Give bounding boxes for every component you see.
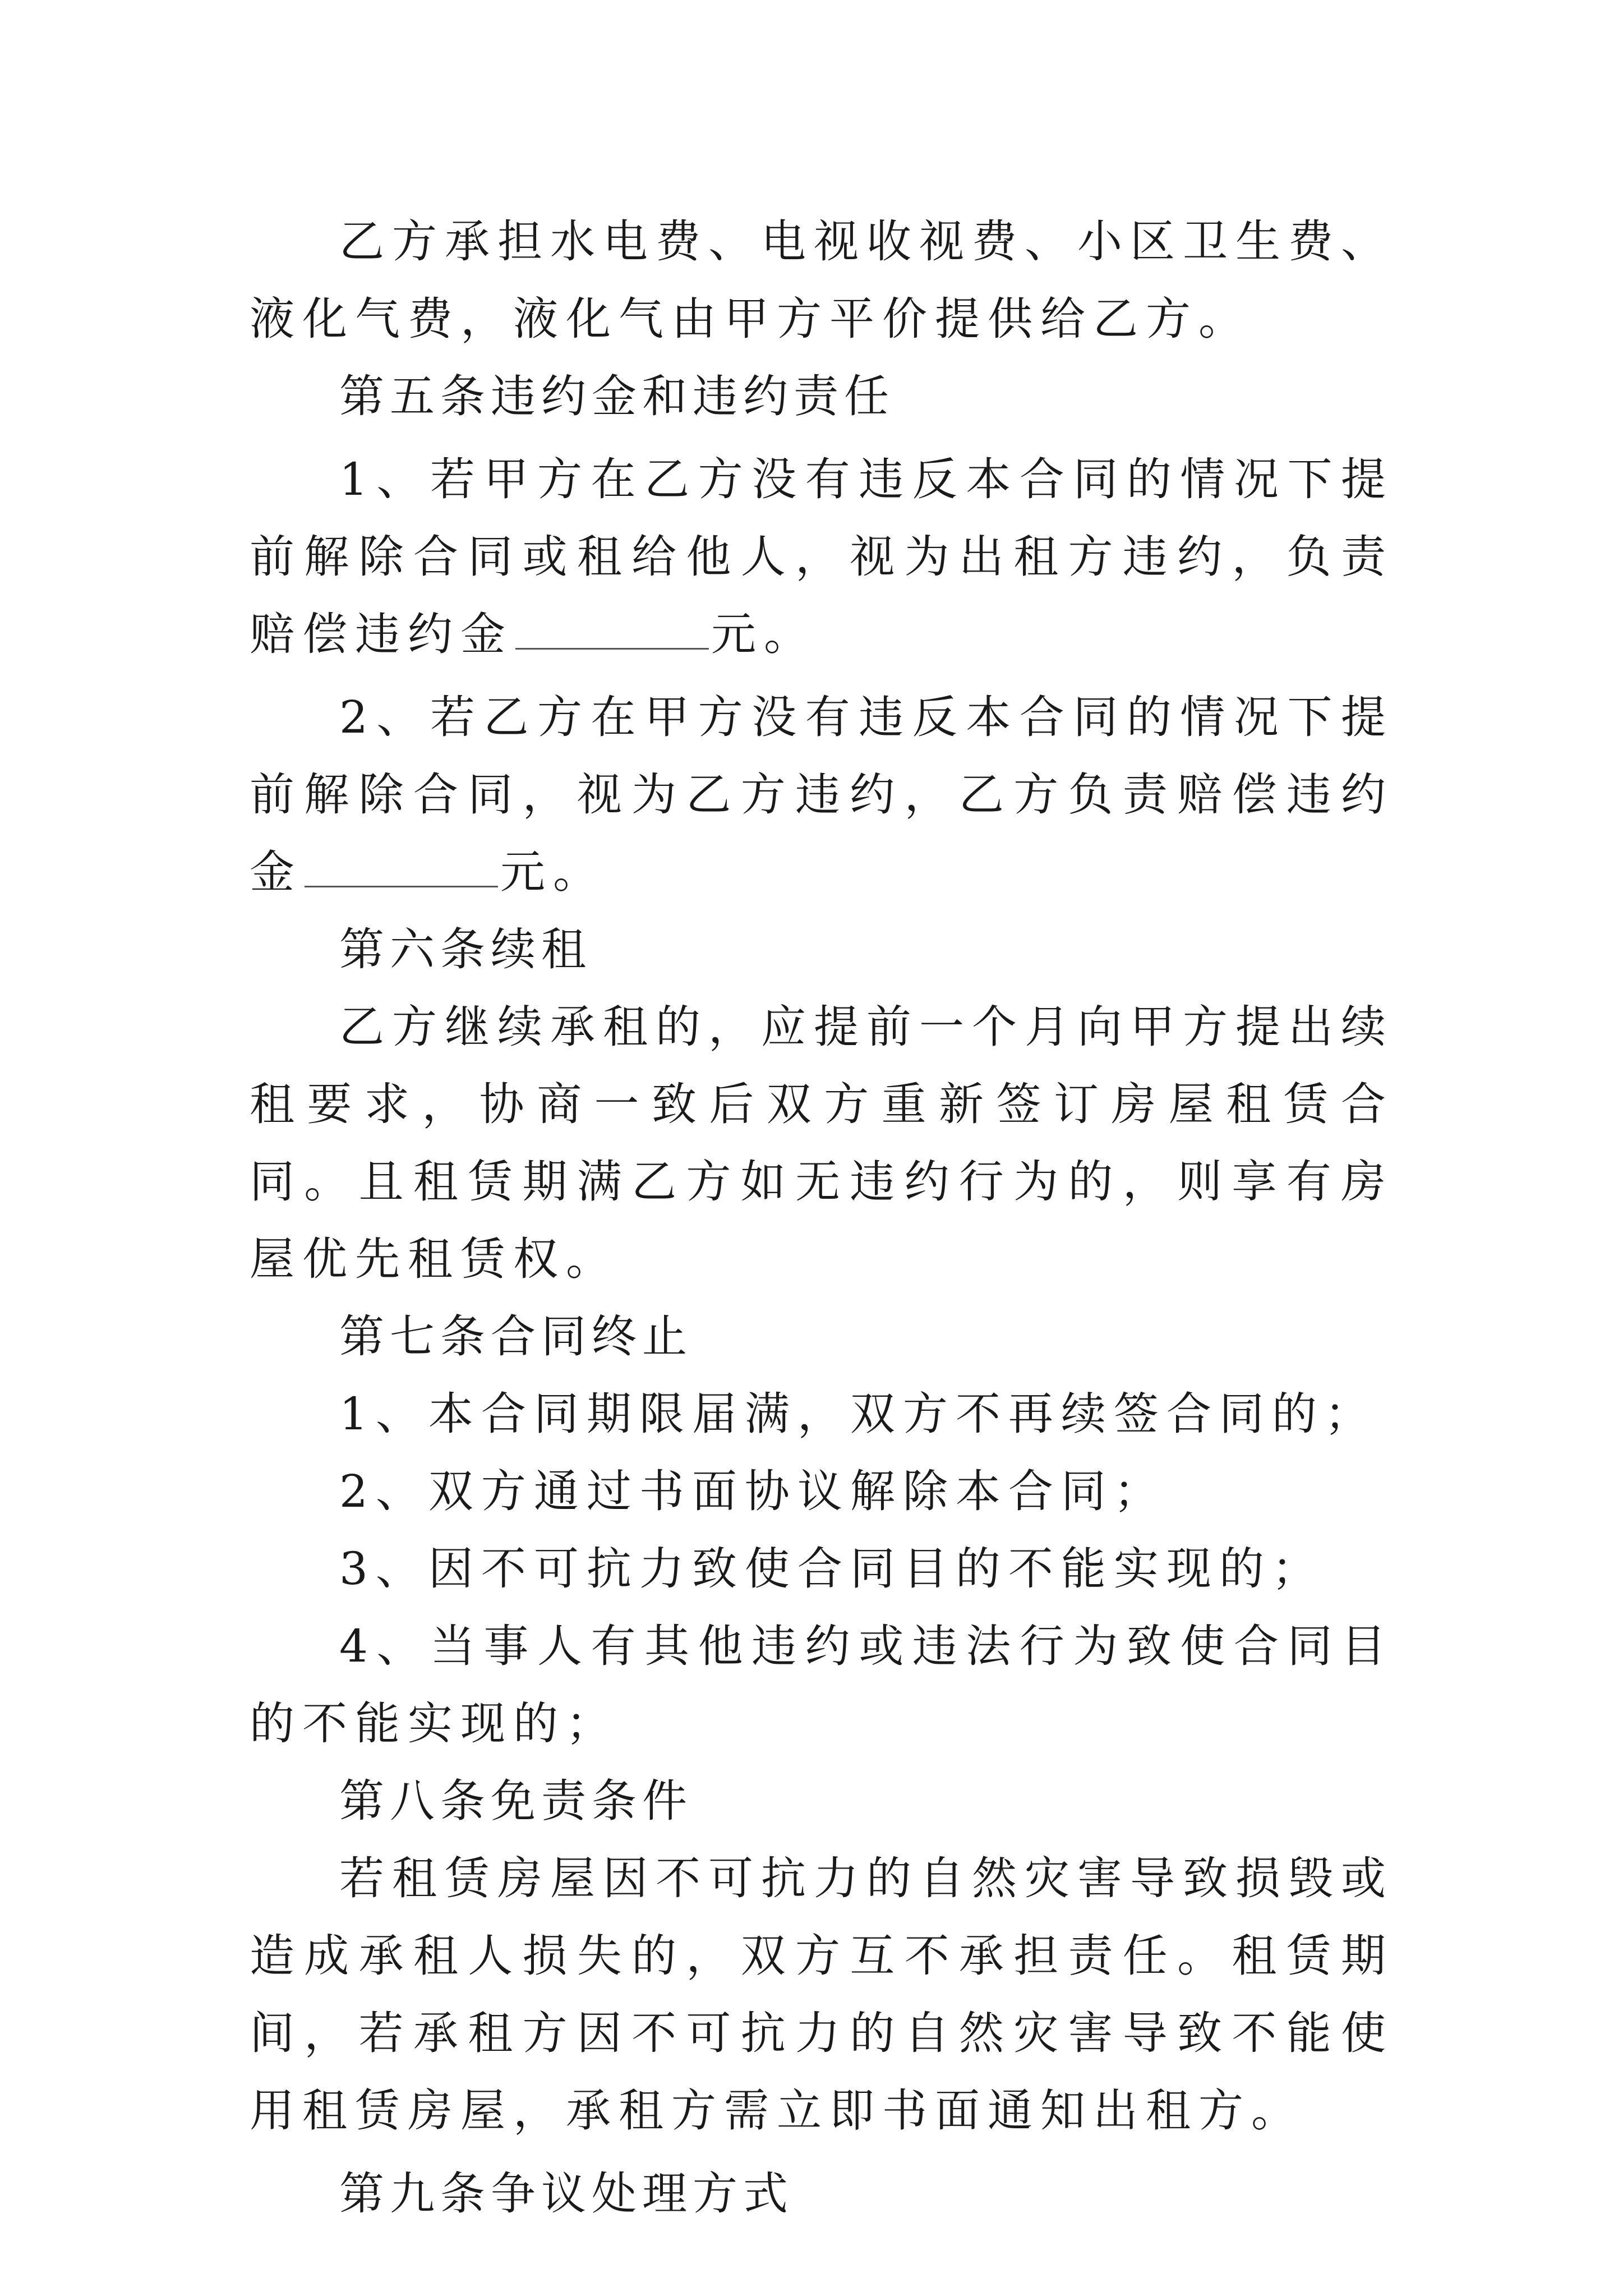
heading-article-9: 第九条争议处理方式 (339, 2168, 794, 2220)
list-item-termination-3: 3、因不可抗力致使合同目的不能实现的； (339, 1543, 1325, 1595)
list-item-termination-4: 4、当事人有其他违约或违法行为致使合同目的不能实现的； (250, 1620, 1394, 1750)
item-text: 1、若甲方在乙方没有违反本合同的情况下提前解除合同或租给他人，视为出租方违约，负责赔偿违约金 (250, 453, 1394, 660)
list-item-termination-1: 1、本合同期限届满，双方不再续签合同的； (339, 1388, 1377, 1440)
paragraph-utilities: 乙方承担水电费、电视收视费、小区卫生费、液化气费，液化气由甲方平价提供给乙方。 (250, 215, 1394, 345)
heading-article-5: 第五条违约金和违约责任 (339, 370, 895, 422)
heading-article-7: 第七条合同终止 (339, 1310, 693, 1363)
list-item-termination-2: 2、双方通过书面协议解除本合同； (339, 1465, 1166, 1517)
paragraph-article-5-item-2 (250, 679, 1394, 911)
blank-line (515, 614, 709, 650)
item-text-end: 元。 (500, 846, 606, 898)
document-body (250, 203, 1394, 2233)
paragraph-renewal: 乙方继续承租的，应提前一个月向甲方提出续租要求，协商一致后双方重新签订房屋租赁合同。且租赁期满乙方如无违约行为的，则享有房屋优先租赁权。 (250, 1001, 1394, 1285)
blank-line (305, 852, 498, 887)
item-text-end: 元。 (711, 608, 817, 660)
paragraph-exemption: 若租赁房屋因不可抗力的自然灾害导致损毁或造成承租人损失的，双方互不承担责任。租赁期间，若承租方因不可抗力的自然灾害导致不能使用租赁房屋，承租方需立即书面通知出租方。 (250, 1852, 1394, 2137)
paragraph-article-5-item-1 (250, 441, 1394, 673)
heading-article-8: 第八条免责条件 (339, 1775, 693, 1827)
item-text: 2、若乙方在甲方没有违反本合同的情况下提前解除合同，视为乙方违约，乙方负责赔偿违约金 (250, 691, 1394, 898)
heading-article-6: 第六条续租 (339, 923, 592, 976)
